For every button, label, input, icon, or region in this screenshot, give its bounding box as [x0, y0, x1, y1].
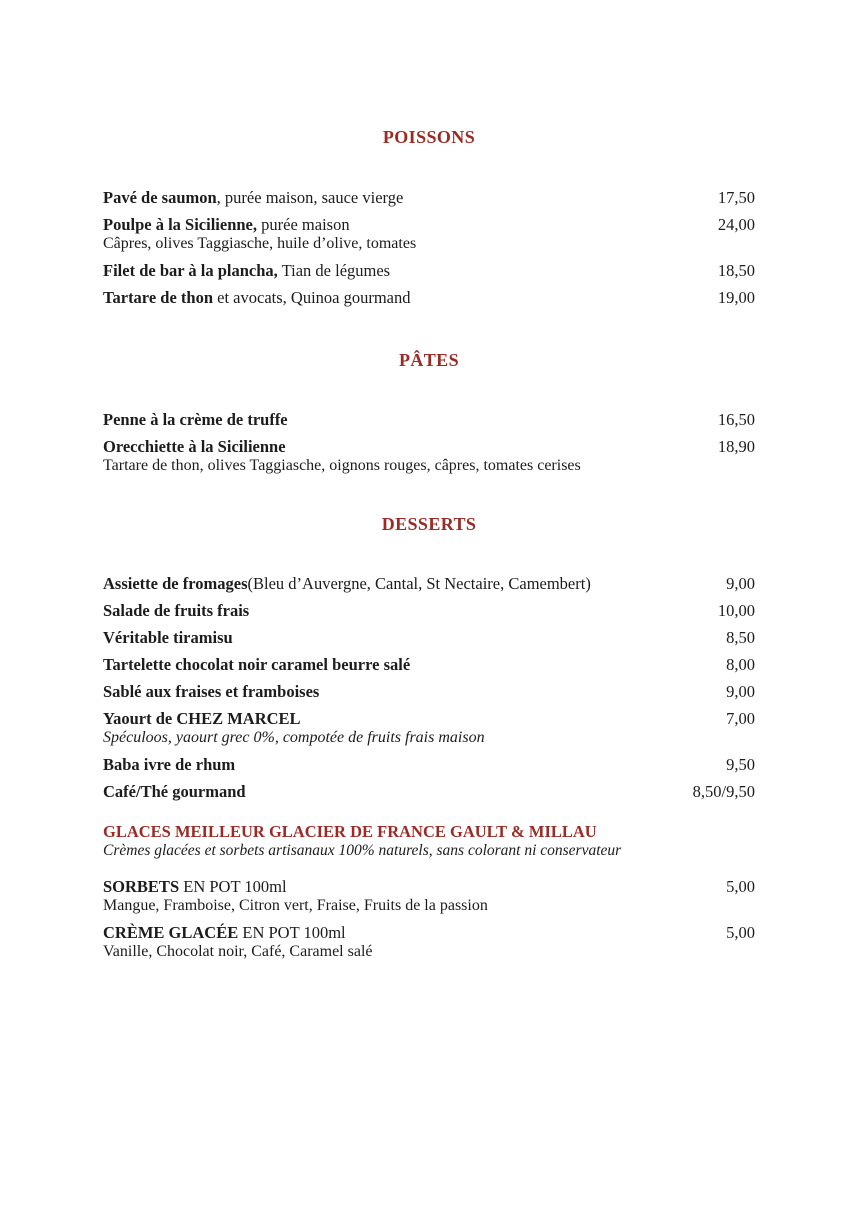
menu-item-price: 17,50 [717, 188, 755, 207]
menu-item-price: 5,00 [726, 923, 755, 942]
menu-item-price: 8,50 [726, 628, 755, 647]
menu-item [103, 261, 755, 280]
menu-item-text [103, 923, 726, 942]
menu-item-text [103, 655, 726, 674]
menu-item-text [103, 628, 726, 647]
menu-item-price: 8,50/9,50 [692, 782, 755, 801]
menu-item [103, 655, 755, 674]
glaces-section [103, 822, 755, 961]
menu-item-line [103, 682, 755, 701]
menu-item-name: Véritable tiramisu [103, 628, 233, 647]
menu-item-price: 19,00 [717, 288, 755, 307]
section-items-poissons [103, 188, 755, 307]
menu-item-line [103, 782, 755, 801]
menu-item-text [103, 877, 726, 896]
menu-item-name: Pavé de saumon [103, 188, 217, 207]
menu-item-description: (Bleu d’Auvergne, Cantal, St Nectaire, Camembert) [247, 574, 591, 593]
menu-item-price: 16,50 [717, 410, 755, 429]
menu-item-price: 8,00 [726, 655, 755, 674]
menu-item [103, 877, 755, 915]
menu-item-price: 5,00 [726, 877, 755, 896]
menu-item [103, 410, 755, 429]
menu-item-name: Sablé aux fraises et framboises [103, 682, 320, 701]
menu-item-line [103, 288, 755, 307]
menu-item-line [103, 601, 755, 620]
menu-item-name: Assiette de fromages [103, 574, 248, 593]
menu-item-name: Penne à la crème de truffe [103, 410, 288, 429]
menu-item-line [103, 709, 755, 728]
menu-item-subline: Mangue, Framboise, Citron vert, Fraise, Fruits de la passion [103, 897, 488, 914]
menu-item [103, 288, 755, 307]
menu-item-description: et avocats, Quinoa gourmand [213, 288, 411, 307]
menu-item-price: 7,00 [726, 709, 755, 728]
menu-item-name: CRÈME GLACÉE [103, 923, 239, 942]
menu-item-price: 10,00 [717, 601, 755, 620]
menu-item-line [103, 261, 755, 280]
menu-item-line [103, 188, 755, 207]
menu-item-name: SORBETS [103, 877, 180, 896]
section-items-desserts [103, 574, 755, 801]
menu-item-price: 18,50 [717, 261, 755, 280]
menu-item-name: Baba ivre de rhum [103, 755, 236, 774]
menu-item-line [103, 923, 755, 942]
section-items-pates [103, 410, 755, 475]
menu-item-price: 9,00 [726, 682, 755, 701]
menu-item-text [103, 261, 718, 280]
menu-item-price: 18,90 [717, 437, 755, 456]
menu-item-name: Tartelette chocolat noir caramel beurre salé [103, 655, 411, 674]
menu-item-text [103, 755, 726, 774]
menu-item-line [103, 437, 755, 456]
menu-item-description: , purée maison, sauce vierge [216, 188, 404, 207]
menu-item-name: Poulpe à la Sicilienne, [103, 215, 258, 234]
menu-item-description: EN POT 100ml [179, 877, 287, 896]
menu-item [103, 628, 755, 647]
menu-item [103, 755, 755, 774]
menu-item-text [103, 709, 726, 728]
menu-item-price: 9,00 [726, 574, 755, 593]
menu-item [103, 437, 755, 475]
menu-item [103, 782, 755, 801]
menu-item [103, 709, 755, 747]
menu-item-text [103, 574, 726, 593]
menu-item-subline: Câpres, olives Taggiasche, huile d’olive, tomates [103, 235, 417, 252]
glaces-section-subtitle: Crèmes glacées et sorbets artisanaux 100% naturels, sans colorant ni conservateur [103, 842, 622, 859]
menu-item-price: 9,50 [726, 755, 755, 774]
menu-item-price: 24,00 [717, 215, 755, 234]
menu-item-subline: Spéculoos, yaourt grec 0%, compotée de fruits frais maison [103, 729, 485, 746]
menu-item-line [103, 215, 755, 234]
menu-item-line [103, 410, 755, 429]
glaces-section-title: GLACES MEILLEUR GLACIER DE FRANCE GAULT & MILLAU [103, 822, 597, 841]
menu-item [103, 188, 755, 207]
menu-item-text [103, 782, 693, 801]
section-title-desserts: DESSERTS [381, 514, 477, 534]
menu-item-line [103, 755, 755, 774]
menu-item-name: Filet de bar à la plancha, [103, 261, 278, 280]
menu-item-text [103, 288, 718, 307]
menu-item-name: Café/Thé gourmand [103, 782, 246, 801]
menu-item-line [103, 574, 755, 593]
menu-item-text [103, 437, 718, 456]
menu-item-name: Yaourt de CHEZ MARCEL [103, 709, 301, 728]
section-title-poissons: POISSONS [382, 127, 476, 147]
menu-item [103, 215, 755, 253]
menu-item-line [103, 877, 755, 896]
menu-item [103, 923, 755, 961]
menu-item-line [103, 628, 755, 647]
menu-item-description: purée maison [257, 215, 350, 234]
menu-item-subline: Tartare de thon, olives Taggiasche, oignons rouges, câpres, tomates cerises [103, 457, 581, 474]
menu-item-name: Tartare de thon [103, 288, 214, 307]
menu-item-text [103, 601, 718, 620]
menu-item [103, 574, 755, 593]
menu-item-subline: Vanille, Chocolat noir, Café, Caramel salé [103, 943, 373, 960]
menu-item-text [103, 215, 718, 234]
menu-item-text [103, 188, 718, 207]
menu-item-description: Tian de légumes [277, 261, 391, 280]
menu-item-description: EN POT 100ml [238, 923, 346, 942]
menu-item-text [103, 410, 718, 429]
menu-item [103, 601, 755, 620]
section-title-pates: PÂTES [398, 350, 460, 370]
section-items-glaces [103, 877, 755, 961]
menu-item-text [103, 682, 726, 701]
menu-item [103, 682, 755, 701]
menu-item-name: Salade de fruits frais [103, 601, 250, 620]
menu-item-name: Orecchiette à la Sicilienne [103, 437, 286, 456]
menu-item-line [103, 655, 755, 674]
